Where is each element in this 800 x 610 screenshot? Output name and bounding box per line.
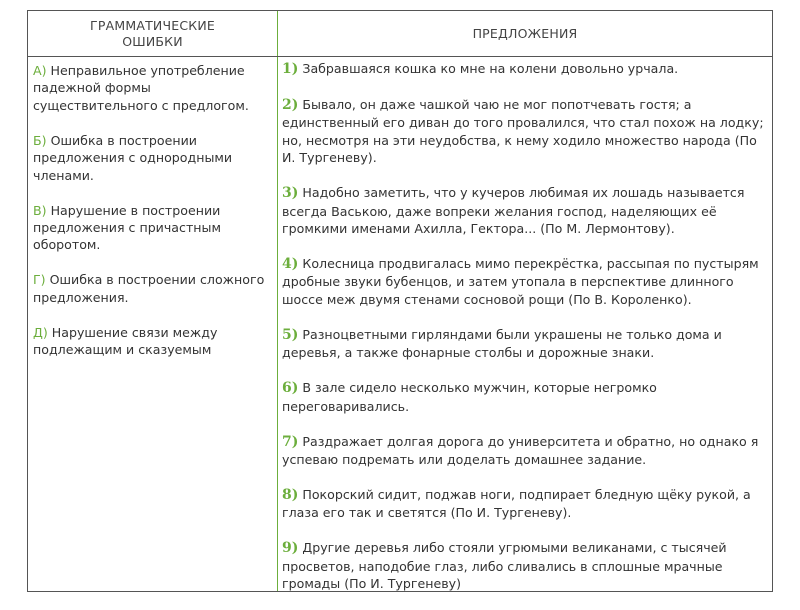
sentence-number: 6) xyxy=(282,380,299,397)
header-grammar-errors xyxy=(28,11,277,56)
sentence-text: Бывало, он даже чашкой чаю не мог попотчевать гостя; а единственный его диван до того провалился, что стал похож на лодку; но, несмотря на эти неудобства, к нему ходило множество народа (По И. Тургеневу). xyxy=(282,97,764,166)
sentence-8 xyxy=(282,486,770,522)
grammar-table xyxy=(27,10,773,592)
sentence-number: 4) xyxy=(282,256,299,273)
sentence-text: Покорский сидит, поджав ноги, подпирает бледную щёку рукой, а глаза его так и светятся (По И. Тургеневу). xyxy=(282,487,751,521)
sentence-3 xyxy=(282,184,770,237)
sentence-text: Надобно заметить, что у кучеров любимая их лошадь называется всегда Ваською, даже вопреки желания господ, наделяющих её громкими именами Ахилла, Гектора... (По М. Лермонтову). xyxy=(282,185,745,237)
sentence-text: Забравшаяся кошка ко мне на колени довольно урчала. xyxy=(298,61,679,76)
sentence-5 xyxy=(282,326,770,362)
error-text: Ошибка в построении предложения с однородными членами. xyxy=(33,132,233,183)
error-item-d xyxy=(33,324,273,359)
sentences-column xyxy=(282,60,770,610)
sentence-text: В зале сидело несколько мужчин, которые негромко переговаривались. xyxy=(282,380,657,414)
error-letter: Б) xyxy=(33,132,47,148)
sentence-7 xyxy=(282,433,770,469)
sentence-text: Разноцветными гирляндами были украшены не только дома и деревья, а также фонарные столбы и дорожные знаки. xyxy=(282,326,722,361)
sentence-1 xyxy=(282,60,770,78)
column-divider xyxy=(277,11,278,591)
error-letter: А) xyxy=(33,63,47,78)
error-text: Нарушение связи между подлежащим и сказуемым xyxy=(33,324,218,358)
error-item-g xyxy=(33,271,273,306)
sentence-text: Другие деревья либо стояли угрюмыми великанами, с тысячей просветов, наподобие глаз, либо сливались в сплошные мрачные громады (По И. Тургеневу) xyxy=(282,540,727,592)
sentence-number: 1) xyxy=(282,61,299,77)
header-left-line2: ОШИБКИ xyxy=(122,33,183,49)
sentence-text: Раздражает долгая дорога до университета и обратно, но однако я успеваю подремать или доделать домашнее задание. xyxy=(282,433,759,468)
error-text: Ошибка в построении сложного предложения. xyxy=(33,272,265,305)
sentence-4 xyxy=(282,255,770,308)
sentence-number: 5) xyxy=(282,326,299,343)
sentence-6 xyxy=(282,379,770,415)
error-item-b xyxy=(33,132,273,184)
error-text: Неправильное употребление падежной формы существительного с предлогом. xyxy=(33,63,249,113)
sentence-number: 7) xyxy=(282,433,299,450)
error-letter: В) xyxy=(33,202,47,218)
header-sentences: ПРЕДЛОЖЕНИЯ xyxy=(472,25,578,41)
header-left-line1: ГРАММАТИЧЕСКИЕ xyxy=(90,17,215,33)
sentence-9 xyxy=(282,539,770,592)
sentence-number: 3) xyxy=(282,185,299,202)
errors-column xyxy=(33,62,273,376)
error-letter: Г) xyxy=(33,272,46,288)
sentence-number: 2) xyxy=(282,97,299,113)
sentence-number: 9) xyxy=(282,540,299,557)
error-item-v xyxy=(33,202,273,254)
error-item-a xyxy=(33,62,273,114)
sentence-text: Колесница продвигалась мимо перекрёстка, рассыпая по пустырям дробные звуки бубенцов, и затем утопала в перспективе длинного шоссе меж двумя стенами сосновой рощи (По В. Короленко). xyxy=(282,256,759,307)
error-letter: Д) xyxy=(33,324,48,340)
header-divider xyxy=(28,56,772,57)
sentence-2 xyxy=(282,96,770,167)
sentence-number: 8) xyxy=(282,487,299,504)
error-text: Нарушение в построении предложения с причастным оборотом. xyxy=(33,202,221,253)
